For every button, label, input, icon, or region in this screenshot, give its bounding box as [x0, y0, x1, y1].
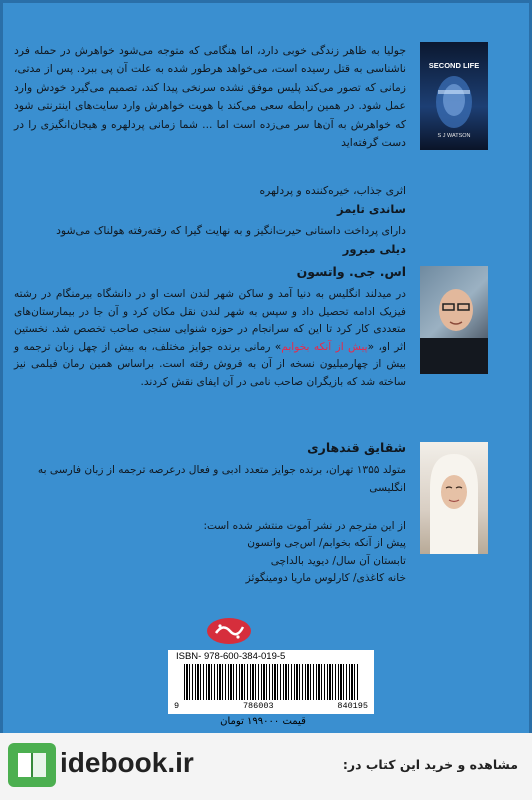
translator-bio: متولد ۱۳۵۵ تهران، برنده جوایز متعدد ادبی و فعال درعرصه ترجمه از زبان فارسی به انگلیسی [37, 464, 406, 494]
author-bio-book-title: پیش از آنکه بخوابم [281, 340, 368, 353]
author-bio [14, 286, 406, 392]
translator-photo [420, 442, 488, 554]
book-store-icon [8, 743, 56, 787]
barcode-digit-group: 9 [174, 701, 180, 711]
publisher-logo [206, 616, 252, 646]
translator-name: شقایق قندهاری [307, 440, 406, 455]
translator-work-item: خانه کاغذی/ کارلوس ماریا دومینگوئز [245, 572, 406, 585]
isbn-barcode-box [168, 650, 374, 714]
isbn-number: ISBN- 978-600-384-019-5 [176, 651, 286, 662]
price-label: قیمت ۱۹۹۰۰۰ تومان [220, 716, 306, 727]
translator-work-item: پیش از آنکه بخوابم/ اس‌جی واتسون [247, 537, 406, 550]
author-photo [420, 266, 488, 374]
barcode-graphic [184, 664, 360, 700]
synopsis-paragraph: جولیا به ظاهر زندگی خوبی دارد، اما هنگامی که متوجه می‌شود خواهرش در حمله فرد ناشناسی به قتل رسیده است، می‌خواهد هرطور شده به علت آن پی ببرد. پس از مدتی، زمانی که تصور می‌کند پلیس موفق نشده سرنخی پیدا کند، تصمیم می‌گیرد خودش وارد عمل شود. در همین رابطه سعی می‌کند با هویت خواهرش وارد سایت‌های اینترنتی شود که خواهرش به آن‌ها سر می‌زده است اما ... شما زمانی پردلهره و هیجان‌انگیزی را در دست گرفته‌اید [14, 44, 406, 150]
barcode-digit-group: 840195 [337, 701, 368, 711]
book-cover-thumbnail [420, 42, 488, 150]
store-name[interactable]: idebook.ir [60, 747, 194, 778]
store-caption: مشاهده و خرید این کتاب در: [342, 757, 518, 772]
translator-works-intro: از این مترجم در نشر آموت منتشر شده است: [203, 520, 406, 532]
review-source-1: ساندی تایمز [337, 202, 406, 216]
barcode-digit-group: 786003 [242, 701, 274, 711]
barcode-digits [174, 701, 368, 711]
author-portrait [420, 266, 488, 374]
translator-work-item: تابستان آن سال/ دیوید بالداچی [270, 554, 406, 567]
review-quote-2: دارای پرداخت داستانی حیرت‌انگیز و به نهایت گیرا که رفته‌رفته هولناک می‌شود [56, 224, 406, 237]
book-cover-art [420, 42, 488, 150]
author-name: اس. جی. واتسون [296, 264, 406, 279]
author-bio-part-2: » رمانی برنده جوایز مختلف، به بیش از چهل زبان ترجمه و بیش از چهارمیلیون نسخه از آن به فروش رفته است. براساس همین رمان فیلمی نیز ساخته شد که بازیگران صاحب نامی در آن ایفای نقش کردند. [14, 340, 406, 388]
author-bio-part-1: در میدلند انگلیس به دنیا آمد و ساکن شهر لندن است او در دانشگاه بیرمنگام در رشته فیزیک ادامه تحصیل داد و سپس به شهر لندن نقل مکان کرد و آن جا در بیمارستان‌های متعددی کار کرد تا این که سرانجام در حوزه شنوایی سنجی صاحب تخصص شد. نخستین اثر او، « [14, 288, 407, 353]
translator-works [120, 518, 406, 588]
translator-portrait [420, 442, 488, 554]
store-banner[interactable] [0, 733, 532, 800]
review-source-2: دیلی میرور [342, 242, 406, 256]
book-thumb-author: S J WATSON [437, 133, 471, 139]
book-thumb-title: SECOND LIFE [428, 61, 480, 70]
review-quote-1: اثری جذاب، خیره‌کننده و پردلهره [259, 184, 406, 197]
